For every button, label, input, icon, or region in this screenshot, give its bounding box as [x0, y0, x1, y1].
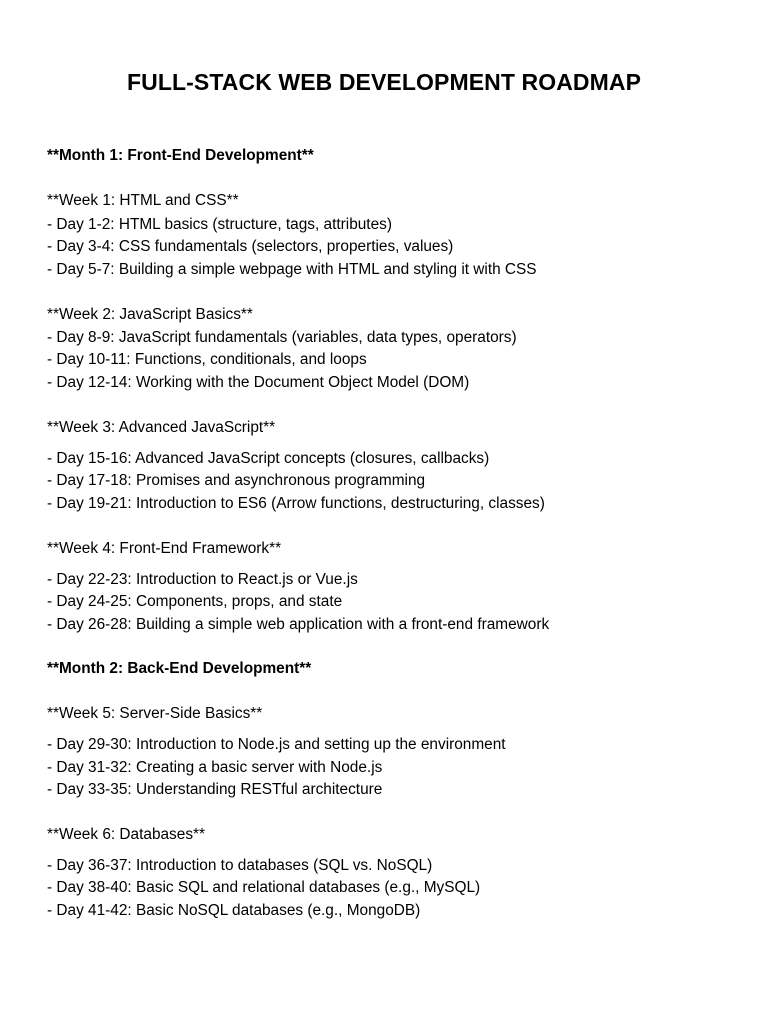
week-1-item: - Day 3-4: CSS fundamentals (selectors, properties, values) — [47, 238, 454, 255]
week-2-item: - Day 12-14: Working with the Document Object Model (DOM) — [47, 374, 470, 391]
week-3-item: - Day 17-18: Promises and asynchronous programming — [47, 472, 426, 489]
month-1-heading: **Month 1: Front-End Development** — [47, 147, 314, 164]
week-2-item: - Day 8-9: JavaScript fundamentals (variables, data types, operators) — [47, 329, 517, 346]
week-5-heading: **Week 5: Server-Side Basics** — [47, 705, 263, 722]
week-2-item: - Day 10-11: Functions, conditionals, and loops — [47, 351, 367, 368]
week-6-item: - Day 41-42: Basic NoSQL databases (e.g., MongoDB) — [47, 902, 421, 919]
week-4-item: - Day 26-28: Building a simple web application with a front-end framework — [47, 616, 550, 633]
week-6-heading: **Week 6: Databases** — [47, 826, 205, 843]
week-4-item: - Day 24-25: Components, props, and state — [47, 593, 343, 610]
week-3-item: - Day 19-21: Introduction to ES6 (Arrow functions, destructuring, classes) — [47, 495, 545, 512]
document-title: FULL-STACK WEB DEVELOPMENT ROADMAP — [126, 69, 642, 95]
week-5-item: - Day 33-35: Understanding RESTful architecture — [47, 781, 383, 798]
week-6-item: - Day 38-40: Basic SQL and relational databases (e.g., MySQL) — [47, 879, 481, 896]
week-1-item: - Day 5-7: Building a simple webpage with HTML and styling it with CSS — [47, 261, 537, 278]
week-4-item: - Day 22-23: Introduction to React.js or Vue.js — [47, 571, 358, 588]
week-6-item: - Day 36-37: Introduction to databases (SQL vs. NoSQL) — [47, 857, 433, 874]
week-3-heading: **Week 3: Advanced JavaScript** — [47, 419, 276, 436]
week-5-item: - Day 29-30: Introduction to Node.js and setting up the environment — [47, 736, 506, 753]
month-2-heading: **Month 2: Back-End Development** — [47, 660, 312, 677]
week-1-heading: **Week 1: HTML and CSS** — [47, 192, 239, 209]
week-4-heading: **Week 4: Front-End Framework** — [47, 540, 282, 557]
week-2-heading: **Week 2: JavaScript Basics** — [47, 306, 253, 323]
week-5-item: - Day 31-32: Creating a basic server with Node.js — [47, 759, 383, 776]
week-1-item: - Day 1-2: HTML basics (structure, tags, attributes) — [47, 216, 392, 233]
week-3-item: - Day 15-16: Advanced JavaScript concepts (closures, callbacks) — [47, 450, 490, 467]
